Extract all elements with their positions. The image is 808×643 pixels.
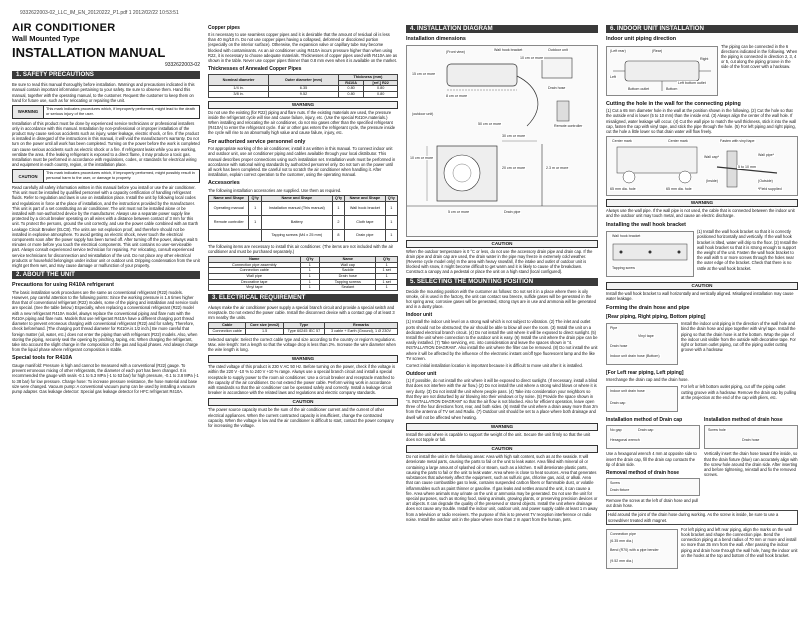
cut-hole-heading: Cutting the hole in the wall for the connecting piping xyxy=(606,100,741,107)
label-outside: (Outside) xyxy=(758,179,773,184)
section-electrical: 3. ELECTRICAL REQUIREMENT xyxy=(208,294,398,302)
label-fasten: Fasten with vinyl tape xyxy=(720,139,755,144)
th-outer: Outer diameter (mm) xyxy=(269,75,339,86)
hose-text: Vertically insert the drain hose toward the inside, so that the drain fixture (blue) can accurately align with the screw hole around the drain side. After inserting and before tightening, reinstall and fix the removed screws. xyxy=(704,451,798,478)
cell: 8 xyxy=(332,229,344,241)
accessories-text: The following installation accessories are supplied. Use them as required. xyxy=(208,188,342,194)
warning-icon: WARNING xyxy=(13,106,44,118)
remove-text: Remove the screw at the left of drain hose and pull out drain hose. xyxy=(606,498,699,509)
label-dim: 50 cm or more xyxy=(478,121,502,126)
caution-bar: CAUTION xyxy=(406,240,598,248)
cell xyxy=(209,229,262,241)
drain-block xyxy=(606,321,798,367)
cell: Connection cable xyxy=(209,328,246,334)
authorized-heading: For authorized service personnel only xyxy=(208,138,306,145)
label-drain-hose: Drain hose xyxy=(610,344,628,349)
cell: Vinyl tape xyxy=(209,285,301,291)
section-installation-diagram: 4. INSTALLATION DIAGRAM xyxy=(406,25,598,33)
label-drain-hose: Drain hose xyxy=(742,438,760,443)
cell: Installation manual (This manual) xyxy=(261,201,332,215)
left-piping-block xyxy=(606,384,798,414)
label-screw: Tapping screw xyxy=(612,266,635,271)
caution-bar: CAUTION xyxy=(606,282,798,290)
cell: 0.80 xyxy=(364,92,398,98)
hold-note: Hold around the joint of the drain hose during working. As the screw is inside, be sure to use a screwdriver treated with magnet. xyxy=(606,510,798,524)
cell: 1 xyxy=(249,201,261,215)
label-inside: (Inside) xyxy=(706,179,718,184)
label-bottom: Bottom xyxy=(666,86,678,91)
caution-icon: CAUTION xyxy=(13,170,44,182)
cell: 3/8 in. xyxy=(209,92,269,98)
cell: 1 xyxy=(385,229,397,241)
electrical-text: Always make the air conditioner power supply a special branch circuit and provide a special switch and receptacle. Do not extend the power cable. Install the disconnect device with a contact gap of at least 3 mm nearby the units. xyxy=(208,304,395,321)
cell: 1 xyxy=(385,201,397,215)
cell: Type 60245 IEC 57 xyxy=(283,328,324,334)
label-wall-cap: Wall cap* xyxy=(704,155,720,160)
cell: 6.35 xyxy=(269,86,339,92)
label-conn: Connection pipe xyxy=(610,531,636,536)
hook-figure xyxy=(606,231,694,277)
table-row xyxy=(209,92,398,98)
th-qty: Q'ty xyxy=(376,257,398,263)
label-indoor: Indoor unit drain hose xyxy=(610,389,645,394)
pipe-direction-drawing xyxy=(607,47,717,95)
th-size: Core size (mm2) xyxy=(246,323,283,329)
drain-methods xyxy=(606,414,798,510)
left-drain-figure xyxy=(606,386,678,412)
accessories-table xyxy=(208,195,398,242)
label-field: *Field supplied xyxy=(758,187,782,192)
label-wall-hook: Wall hook bracket xyxy=(494,47,523,52)
label-dim: 30 cm or more xyxy=(502,133,526,138)
cell: 1 xyxy=(376,274,398,280)
label-nogap: No gap xyxy=(610,428,622,433)
cap-method xyxy=(606,414,700,510)
left-piping-text: For left or left bottom outlet piping, cut off the piping outlet cutting groove with a hacksaw. Remove the drain cap by pulling at the projection at the end of the cap with pliers, etc. xyxy=(681,384,797,400)
label-right: Right xyxy=(700,56,709,61)
column-1 xyxy=(12,22,200,634)
optional-parts-table xyxy=(208,256,398,291)
label-screw: Screw xyxy=(610,481,620,486)
label-left-outlet: Left bottom outlet xyxy=(678,80,706,85)
label-outdoor: Outdoor unit xyxy=(548,47,568,52)
label-center-mark: Center mark xyxy=(612,139,632,144)
copper-pipes-text: It is necessary to use seamless copper pipes and it is desirable that the amount of residual oil is less than 40 mg/10 m. Do not use copper pipes having a collapsed, deformed or discolored portion (especially on the interior surface). Otherwise, the expansion valve or capillary tube may become blocked with contaminants. As an air conditioner using R410A incurs pressure higher than when using R22, it is necessary to choose adequate materials. Thicknesses of copper pipes used with R410A are as shown in the table. Never use copper pipes thinner than 0.8 mm even when it is available on the market. xyxy=(208,32,398,64)
column-2 xyxy=(208,22,398,634)
section-mounting-position: 5. SELECTING THE MOUNTING POSITION xyxy=(406,278,598,286)
remove-figure xyxy=(606,478,700,496)
warning-bar: WARNING xyxy=(406,423,598,431)
cell: 0.80 xyxy=(338,86,364,92)
cell: 1 xyxy=(300,268,320,274)
drain-subheading: [Rear piping, Right piping, Bottom piping] xyxy=(606,314,706,321)
cell: 3 cable + Earth (Ground), 1 Ø 230V xyxy=(324,328,397,334)
cell: 2 xyxy=(332,215,344,229)
cell: 1 set xyxy=(376,268,398,274)
section-safety: 1. SAFETY PRECAUTIONS xyxy=(12,71,200,79)
label-wall-pipe: Wall pipe* xyxy=(758,153,775,158)
indoor-text: (1) Install the indoor unit level on a strong wall which is not subject to vibration. (2) The inlet and outlet ports should not be obstructed; the air should be able to blow all over the room. (3) Install the unit on a dedicated electrical branch circuit. (4) Do not install the unit where it will be exposed to direct sunlight. (5) Install the unit where connection to the outdoor unit is easy. (6) Install the unit where the drain pipe can be easily installed. (7) Take servicing, etc. into consideration and leave the spaces shown in "4. INSTALLATION DIAGRAM". Also install the unit where the filter can be removed. (8) Do not install the unit where it will be affected by the influence of the electronic instant on/off type fluorescent lamp and the like TV screen. xyxy=(406,319,598,361)
drain-text: Install the indoor unit piping in the direction of the wall hole and bind the drain hose and pipe together with vinyl tape. Install the piping so that the drain hose is at the bottom. Wrap the pipe of the indoor unit visible from the outside with decorative tape. For right or bottom outlet piping, cut off the piping outlet cutting groove with a hacksaw. xyxy=(681,321,796,353)
label-outdoor-unit: (outdoor unit) xyxy=(412,111,434,116)
hook-text: (1) Install the wall hook bracket so that it is correctly positioned horizontally and vertically. If the wall hook bracket is tilted, water will drip to the floor. (2) Install the wall hook bracket so that it is strong enough to support the weight of the unit. Fasten the wall hook bracket to the wall with 5 or more screws through the holes near the outer edge of the bracket. Check that there is no rattle at the wall hook bracket. xyxy=(697,229,798,271)
copper-pipes-heading: Copper pipes xyxy=(208,25,240,31)
label-dim: 20 cm or more xyxy=(502,165,526,170)
cell: 1 xyxy=(376,262,398,268)
th-type: Type xyxy=(283,323,324,329)
label-od2: (9.52 mm dia.) xyxy=(610,558,634,563)
warning-bar: WARNING xyxy=(208,355,398,363)
outdoor-heading: Outdoor unit xyxy=(406,371,437,378)
cell: Decorative tape xyxy=(209,279,301,285)
cell: Wall cap xyxy=(320,262,376,268)
caution-text: Install the wall hook bracket to wall horizontally and vertically aligned. Misaligned installation may cause water leakage. xyxy=(606,291,794,302)
caution-bar: CAUTION xyxy=(406,445,598,453)
cell: 1 xyxy=(385,215,397,229)
cable-note: Selected sample: Select the correct cable type and size according to the country or region's regulations. Max. wire length: Set a length so that the voltage drop is less than 2%. Increase the wire diameter when the wire length is long. xyxy=(208,336,396,352)
cell: Tapping screws (M4 x 25 mm) xyxy=(261,229,332,241)
cell: Wall hook bracket xyxy=(345,201,385,215)
section-about: 2. ABOUT THE UNIT xyxy=(12,271,200,279)
warning-desc: This mark indicates procedures which, if improperly performed, might lead to the death or serious injury of the user. xyxy=(46,106,195,116)
table-row xyxy=(209,229,398,241)
cable-table xyxy=(208,322,398,334)
caution-desc: This mark indicates procedures which, if improperly performed, might possibly result in personal harm to the user, or damage to property. xyxy=(46,170,195,181)
th-nominal: Nominal diameter xyxy=(209,75,269,86)
authorized-text: For appropriate working of the air conditioner, install it as written in this manual. To connect indoor unit and outdoor unit, use air conditioner piping and cables available through your local distributor. This manual describes proper connections using such installation set. Installation work must be performed in accordance with national wiring standards by authorized personnel only. Do not turn on the power until all work has been completed. Be careful not to scratch the air conditioner when handling it. After installation, explain correct operation to the customer, using the operating manual. xyxy=(208,146,396,178)
label-hole: 65 mm dia. hole xyxy=(666,187,692,192)
th-name: Name and Shape xyxy=(345,196,385,202)
caution-bar: CAUTION xyxy=(208,398,398,406)
cell: 1 xyxy=(300,274,320,280)
cell: Drain hose xyxy=(320,274,376,280)
warning-items: Installation of this product must be done by experienced service technicians or professional installers only in accordance with this manual. Installation by non-professional or improper installation of the product may cause serious accidents such as injury, water leakage, electric shock, or fire. If the product is installed in disregard of the instructions in this manual, it will void the manufacturer's warranty. Do not turn on the power until all work has been completed. Turning on the power before the work is completed can cause serious accidents such as electric shock or a fire. If refrigerant leaks while you are working, ventilate the area. If the leaking refrigerant is exposed to a direct flame, it may produce a toxic gas. Installation must be performed in accordance with regulations, codes, or standards for electrical wiring and equipment in each country, region, or the installation place. xyxy=(12,120,200,168)
safety-intro: Be sure to read this manual thoroughly before installation. Warnings and precautions indicated in this manual contain important information pertaining to your safety. Be sure to observe them. Hand this manual, together with the operating manual, to the customer. Request the customer to keep them on hand for future use, such as for relocating or repairing the unit. xyxy=(12,82,195,103)
label-dim: 2.3 m or more xyxy=(546,165,569,170)
cell: 0.80 xyxy=(364,86,398,92)
label-center-mark: Center mark xyxy=(668,139,688,144)
cell: Sealant xyxy=(320,285,376,291)
cell: Connection cable xyxy=(209,268,301,274)
cell: Remote controller xyxy=(209,215,249,229)
th-qty: Q'ty xyxy=(385,196,397,202)
pipe-direction-block xyxy=(606,44,798,98)
cell: 1 xyxy=(300,262,320,268)
th-qty: Q'ty xyxy=(249,196,261,202)
th-r22: [ref.] R22 xyxy=(364,80,398,86)
pipe-direction-text: The piping can be connected in the 6 directions indicated in the following. When the piping is connected in direction 2, 3, 4 or 5, cut along the piping groove in the side of the front cover with a hacksaw. xyxy=(721,43,798,70)
cell: 1 xyxy=(332,201,344,215)
label-dcap: Drain cap xyxy=(638,428,654,433)
cell: Drain pipe xyxy=(345,229,385,241)
table-row xyxy=(209,201,398,215)
cell: Cloth tape xyxy=(345,215,385,229)
installation-diagram-figure xyxy=(406,45,598,237)
cell: Saddle xyxy=(320,268,376,274)
label-dim: 15 cm or more xyxy=(412,71,436,76)
label-gap: 5 to 10 mm xyxy=(738,165,756,170)
cap-text: Use a hexagonal wrench 4 mm at opposite side to insert the drain cap, fill the drain cap contacts the tip of drain side. xyxy=(606,451,697,467)
th-qty: Q'ty xyxy=(300,257,320,263)
label-screw-hole: Screw hole xyxy=(708,428,726,433)
accessories-note: The following items are necessary to install this air conditioner. (The items are not included with the air conditioner and must be purchased separately.) xyxy=(208,243,393,255)
label-drain-pipe: Drain pipe xyxy=(504,209,521,214)
cap-method-heading: Installation method of Drain cap xyxy=(606,417,683,424)
warning-bar: WARNING xyxy=(606,199,798,207)
bend-block xyxy=(606,527,798,571)
th-name: Name xyxy=(320,257,376,263)
warning-box xyxy=(12,105,200,119)
cell: Wall pipe xyxy=(209,274,301,280)
file-header: 9332622003-02_LLC_IM_EN_20120222_P1.pdf 1 2012/02/22 10:53:51 xyxy=(20,10,179,16)
hose-method-heading: Installation method of drain hose xyxy=(704,417,783,424)
drain-figure xyxy=(606,323,678,365)
hose-method xyxy=(704,414,798,510)
cell: 1 xyxy=(300,279,320,285)
section-indoor-installation: 6. INDOOR UNIT INSTALLATION xyxy=(606,25,798,33)
warning-text: Always use the wall pipe. If the wall pipe is not used, the cable that is connected between the indoor unit and the outdoor unit may touch metal, and cause an electric discharge. xyxy=(606,208,795,219)
th-remarks: Remarks xyxy=(324,323,397,329)
cap-figure xyxy=(606,425,700,449)
table-row xyxy=(209,215,398,229)
label-rear: (Rear) xyxy=(652,48,663,53)
label-hole: 65 mm dia. hole xyxy=(610,187,636,192)
cell: 1 xyxy=(376,285,398,291)
label-pipe: Pipe xyxy=(610,326,618,331)
model-number: 9332622003-02 xyxy=(164,62,200,68)
label-indoor-pipe: Indoor unit drain hose (Bottom) xyxy=(610,354,660,359)
caution-text: The power source capacity must be the sum of the air conditioner current and the current of other electrical appliances. When the current contracted capacity is insufficient, change the contracted capacity. When the voltage is low and the air conditioner is difficult to start, contact the power company for increasing the voltage. xyxy=(208,407,394,429)
label-od: (6.35 mm dia.) xyxy=(610,538,634,543)
column-3 xyxy=(406,22,598,634)
table-row xyxy=(209,285,398,291)
warning-text: Install the unit where is capable to support the weight of the unit. Secure the unit firmly so that the unit does not topple or fall. xyxy=(406,431,591,443)
bend-figure xyxy=(606,529,678,569)
cut-hole-text: (1) Cut a 65 mm diameter hole in the wall at the position shown in the following. (2) Cut the hole so that the outside end is lower (5 to 10 mm) than the inside end. (3) Always align the center of the wall hole. If misaligned, water leakage will occur. (4) Cut the wall pipe to match the wall thickness, stick it into the wall cap, fasten the cap with vinyl tape, and stick the pipe through the hole. (5) For left piping and right piping, cut the hole a little lower so that drain water will flow freely. xyxy=(606,108,797,134)
warning-text: The rated voltage of this product is 230 V AC 50 Hz. Before turning on the power, check if the voltage is within the 220 V -10 % to 240 V +10 % range. Always use a special branch circuit and install a special receptacle to supply power to the room air conditioner. Use a circuit breaker and receptacle matched to the capacity of the air conditioner. Do not extend the power cable. Perform wiring work in accordance with standards so that the air conditioner can be operated safely and correctly. Install a leakage circuit breaker in accordance with the related laws and regulations and electric company standards. xyxy=(208,364,396,396)
warning-bar: WARNING xyxy=(208,101,398,109)
label-drain-hose: Drain hose xyxy=(548,85,566,90)
drain-heading: Forming the drain hose and pipe xyxy=(606,304,690,311)
cell: 0.80 xyxy=(338,92,364,98)
tools-text: Gauge manifold: Pressure is high and cannot be measured with a conventional (R22) gauge. To prevent erroneous mixing of other refrigerants, the diameter of each port has been changed. It is recommended the gauge with seals -0.1 to 5.3 MPa (-1 to 53 bar) for high pressure, -0.1 to 3.8 MPa (-1 to 38 bar) for low pressure. Charge hose: To increase pressure resistance, the hose material and base size were changed. Vacuum pump: A conventional vacuum pump can be used by installing a vacuum pump adapter. Gas leakage detector: Special gas leakage detector for HFC refrigerant R410A. xyxy=(12,362,199,394)
pipe-direction-figure xyxy=(606,46,718,96)
label-left: Left xyxy=(610,74,616,79)
label-remote: Remote controller xyxy=(554,123,583,128)
accessories-heading: Accessories xyxy=(208,180,240,187)
indoor-note: Correct initial installation location is important because it is difficult to move unit after it is installed. xyxy=(406,363,583,369)
thickness-table-title: Thicknesses of Annealed Copper Pipes xyxy=(208,66,302,73)
r410a-heading: Precautions for using R410A refrigerant xyxy=(12,282,114,289)
mounting-text: Decide the mounting position with the customer as follows: Do not set it in a place where there is oily smoke, oil is used in the factory, the unit can contact sea breeze, sulfide gases will be generated in the hot spring area; corrosive gases will be generated, strong rays are in use and ammonia will be generated and in a dusty place. xyxy=(406,288,597,310)
left-piping-sub: Interchange the drain cap and the drain hose. xyxy=(606,377,689,383)
doc-title: INSTALLATION MANUAL xyxy=(12,45,166,60)
cell: Tapping screws xyxy=(320,279,376,285)
caution-text: Do not install the unit in the following areas: Area with high salt content, such as at the seaside. It will deteriorate metal parts, causing the parts to fail or the unit to leak water. Area filled with mineral oil or containing a large amount of splashed oil or steam, such as a kitchen. It will deteriorate plastic parts, causing the parts to fail or the unit to leak water. Area where is close to heat sources. Area that generates substances that adversely affect the equipment, such as sulfuric gas, chlorine gas, acid, or alkali. Area that can cause combustible gas to leak, contains suspended carbon fibers or flammable dust, or volatile inflammables such as paint thinner or gasoline. If gas leaks and settles around the unit, it can cause a fire. Area where animals may urinate on the unit or ammonia may be generated. Do not use the unit for special purposes, such as storing food, raising animals, growing plants, or preserving precision devices or art objects. It can degrade the quality of the preserved or stored objects. Install the unit where drainage does not cause any trouble. Install the indoor unit, outdoor unit, and power supply cable at least 1 m away from a television or radio receivers. The purpose of this is to prevent TV reception interference or radio noise. Install the outdoor unit in the place where more than 2 m apart from the human, pets. xyxy=(406,454,598,522)
cell: 9.52 xyxy=(269,92,339,98)
caution-box xyxy=(12,169,200,183)
dimensions-heading: Installation dimensions xyxy=(406,36,466,42)
cell: 1.5 xyxy=(246,328,283,334)
label-hex: Hexagonal wrench xyxy=(610,438,640,443)
pipe-direction-heading: Indoor unit piping direction xyxy=(606,36,677,42)
label-drain-cap: Drain cap xyxy=(610,401,626,406)
caution-items: Read carefully all safety information written in this manual before you install or use the air conditioner. This unit must be installed by qualified personnel with a capacity certification of handling refrigerant fluids. Refer to regulation and laws in use on installation place. Install the unit by following local codes and regulations in force at the place of installation, and the instructions provided by the manufacturer. This unit is part of a set constituting an air conditioner. The unit must not be installed alone or be installed with non-authorized device by the manufacturer. Always use a separate power supply line protected by a circuit breaker operating on all wires with a distance between contact of 3 mm for this unit. To protect the persons, ground the unit correctly, and use the power cable combined with an Earth Leakage Circuit Breaker (ELCB). The units are not explosion proof, and therefore should not be installed in explosive atmosphere. To avoid getting an electric shock, never touch the electrical components soon after the power supply has been turned off. After turning off the power, always wait 5 minutes or more before you touch the electrical components. This unit contains no user-serviceable part. Always consult experienced service technician for repairing. For relocating, consult experienced service technicians for disconnection and reinstallation of the unit. Do not place any other electrical products or household belongings under indoor unit or outdoor unit. Dripping condensation from the unit might get them wet, and may cause damage or malfunction of your property. xyxy=(12,185,200,269)
cut-hole-figure xyxy=(606,136,798,196)
label-fixture: Drain fixture xyxy=(610,488,630,493)
label-tape: Vinyl tape xyxy=(638,334,654,339)
label-dim: 10 cm or more xyxy=(520,55,544,60)
th-thickness: Thickness (mm) xyxy=(338,75,397,81)
th-name: Name and Shape xyxy=(261,196,332,202)
caution-text: When the outdoor temperature is 0 °C or less, do not use the accessory drain pipe and drain cap. If the drain pipe and drain cap are used, the drain water in the pipe may freeze in extremely cold weather. (Reverse cycle model only) In the area with heavy snowfall, if the intake and outlet of outdoor unit is blocked with snow, it might become difficult to get warm and it is likely to cause of the breakdown. Construct a canopy and a pedestal or place the unit on a high stand (local configured). xyxy=(406,248,593,275)
hook-heading: Installing the wall hook bracket xyxy=(606,221,686,228)
hook-block xyxy=(606,229,798,279)
cell: Operating manual xyxy=(209,201,249,215)
th-name: Name and Shape xyxy=(209,196,249,202)
table-row xyxy=(209,328,398,334)
indoor-heading: Indoor unit xyxy=(406,312,433,319)
label-left-rear: (Left rear) xyxy=(610,48,626,53)
r410a-text: The basic installation work procedures are the same as conventional refrigerant (R22) models. However, pay careful attention to the following points: Since the working pressure is 1.6 times higher than that of conventional refrigerant (R22) models, some of the piping and installation and service tools are special. (See the table below.) Especially, when replacing a conventional refrigerant (R22) model with a new refrigerant R410A model, always replace the conventional piping and flare nuts with the R410A piping and flare nuts. Models that use refrigerant R410A have a different charging port thread diameter to prevent erroneous charging with conventional refrigerant (R22) and for safety. Therefore, check beforehand. [The charging port thread diameter for R410A is 1/2 inch.] Be more careful that foreign matter (oil, water, etc.) does not enter the piping than with refrigerant (R22) models. Also, when storing the piping, securely seal the opening by pinching, taping, etc. When charging the refrigerant, take into account the slight change in the composition of the gas and liquid phases. And always charge from the liquid phase where refrigerant composition is stable. xyxy=(12,289,199,353)
label-dim: 10 cm or more xyxy=(410,155,434,160)
bend-text: For left piping and left rear piping, align the marks on the wall hook bracket and shape the connection pipe. Bend the connection piping at a bend radius of 70 mm or more and install no more than 35 mm from the wall. After passing the indoor piping and drain hose through the wall hole, hang the indoor unit on the hooks at the top and bottom of the wall hook bracket. xyxy=(681,526,798,558)
label-front-view: (Front view) xyxy=(446,49,465,54)
cell: 1 set xyxy=(376,279,398,285)
remove-heading: Removal method of drain hose xyxy=(606,470,680,477)
label-dim: 5 cm or more xyxy=(448,209,470,214)
outdoor-text: (1) If possible, do not install the unit where it will be exposed to direct sunlight. (If necessary, install a blind that does not interfere with the air flow.) (2) Do not install the unit where a strong wind blows or where it is very dusty. (3) Do not install the unit where people pass. (4) Take into consideration your neighbors so that they are not disturbed by air blowing into their windows or by noise. (5) Provide the space shown in "4. INSTALLATION DIAGRAM" so that the air flow is not blocked. Also for efficient operation, leave open three of the four directions front, rear, and both sides. (6) Install the unit where a drain away more than 2m from the antenna of TV set and Radio. (7) Outdoor unit should be set to a place where both drainage and dwell will not be affected when heating. xyxy=(406,378,598,420)
th-name: Name xyxy=(209,257,301,263)
cell: Connection pipe assembly xyxy=(209,262,301,268)
cell: Battery xyxy=(261,215,332,229)
cell: 1/4 in. xyxy=(209,86,269,92)
doc-title-line1: AIR CONDITIONER xyxy=(12,22,116,34)
tools-heading: Special tools for R410A xyxy=(12,355,73,362)
label-bracket: Wall hook bracket xyxy=(612,234,641,239)
left-piping-heading: [For Left rear piping, Left piping] xyxy=(606,370,684,377)
column-4 xyxy=(606,22,798,634)
cell: 1 xyxy=(249,215,261,229)
label-bend: Bend (R70) with a pipe bender xyxy=(610,547,659,552)
label-dim: 8 cm or more xyxy=(446,93,468,98)
cell: 1 xyxy=(300,285,320,291)
th-qty: Q'ty xyxy=(332,196,344,202)
thickness-table xyxy=(208,74,398,97)
warning-text: Do not use the existing (for R22) piping and flare nuts. If the existing materials are used, the pressure inside the refrigerant cycle will rise and cause failure, injury, etc. (Use the special R410A materials.) When installing and relocating the air conditioner, do not mix gases other than the specified refrigerant (R410A) to enter the refrigerant cycle. If air or other gas enters the refrigerant cycle, the pressure inside the cycle will rise to an abnormally high value and cause failure, injury, etc. xyxy=(208,109,396,136)
th-r410a: R410A xyxy=(338,80,364,86)
label-bottom-outlet: Bottom outlet xyxy=(628,86,650,91)
th-cable: Cable xyxy=(209,323,246,329)
doc-title-line2: Wall Mounted Type xyxy=(12,34,80,43)
hose-figure xyxy=(704,425,798,449)
